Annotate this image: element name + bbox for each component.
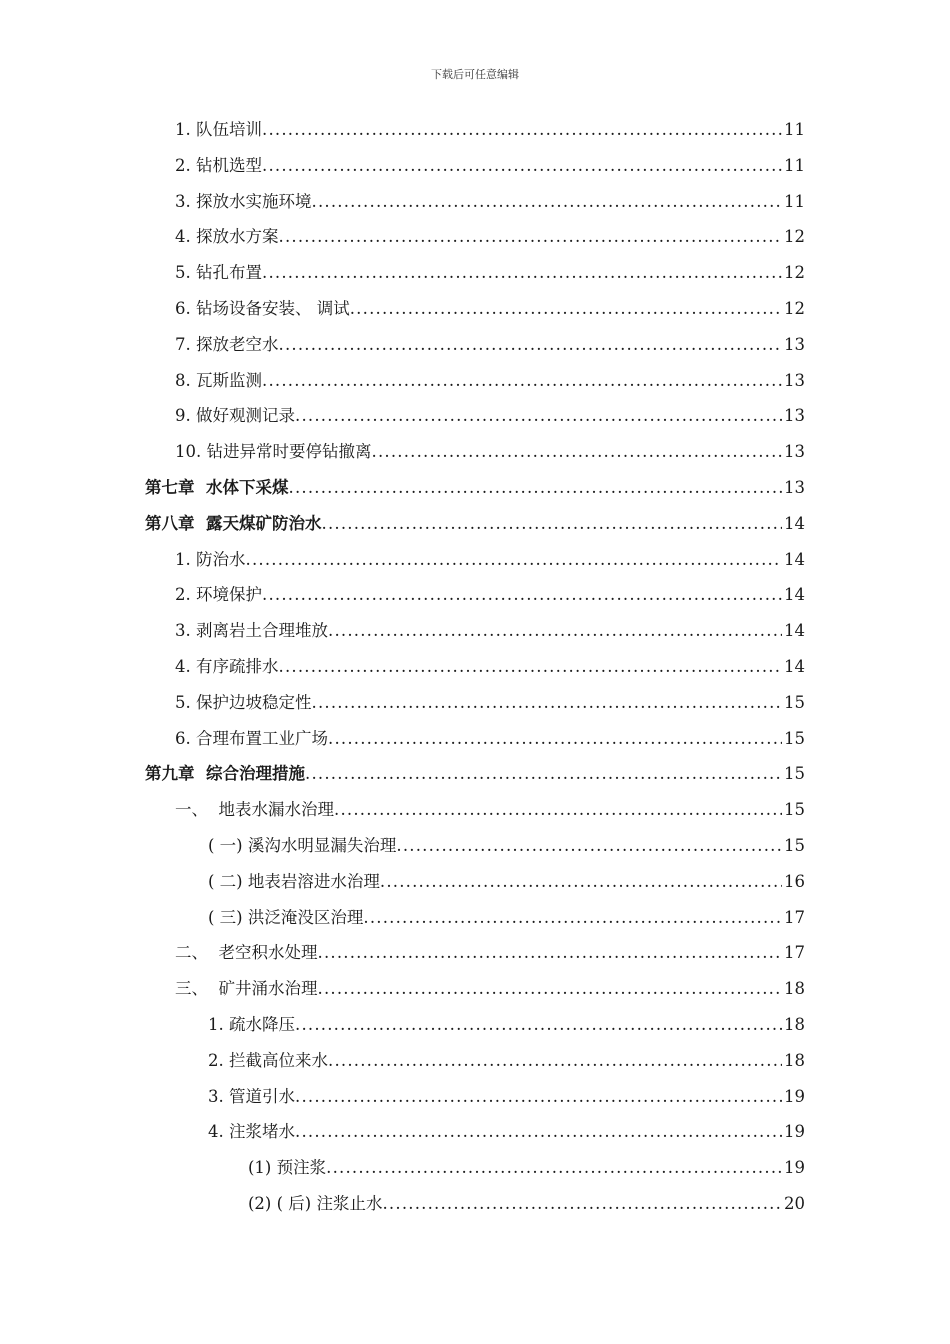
toc-entry[interactable] (0, 184, 950, 220)
toc-chapter-entry[interactable] (0, 470, 950, 506)
toc-entry-label: 6. 合理布置工业广场 (175, 728, 328, 748)
toc-leader-dots (318, 971, 783, 1007)
toc-entry-label: (2) ( 后) 注浆止水 (248, 1193, 383, 1213)
toc-leader-dots (262, 255, 782, 291)
toc-page-number: 17 (784, 943, 805, 963)
toc-entry-label: 4. 有序疏排水 (175, 656, 279, 676)
toc-entry-label: (1) 预注浆 (248, 1158, 327, 1178)
toc-page-number: 18 (784, 1014, 805, 1034)
toc-page-number: 12 (784, 298, 805, 318)
toc-chapter-label: 第九章 综合治理措施 (145, 764, 305, 784)
toc-leader-dots (350, 291, 782, 327)
toc-entry[interactable] (0, 398, 950, 434)
toc-entry-label: 10. 钻进异常时要停钻撤离 (175, 442, 372, 462)
toc-leader-dots (295, 1007, 782, 1043)
toc-subentry[interactable] (0, 1114, 950, 1150)
toc-entry[interactable] (0, 613, 950, 649)
toc-entry-label: 2. 拦截高位来水 (208, 1050, 328, 1070)
toc-page-number: 19 (784, 1086, 805, 1106)
toc-page-number: 13 (784, 370, 805, 390)
toc-leader-dots (326, 1150, 782, 1186)
toc-leader-dots (305, 756, 782, 792)
toc-leader-dots (246, 542, 783, 578)
toc-page-number: 16 (784, 871, 805, 891)
toc-chapter-entry[interactable] (0, 756, 950, 792)
toc-leader-dots (334, 792, 782, 828)
toc-page-number: 12 (784, 263, 805, 283)
toc-subsubentry[interactable] (0, 1150, 950, 1186)
page-header: 下载后可任意编辑 (431, 68, 519, 81)
toc-entry[interactable] (0, 649, 950, 685)
toc-entry[interactable] (0, 542, 950, 578)
toc-page-number: 15 (784, 764, 805, 784)
toc-entry[interactable] (0, 434, 950, 470)
toc-entry[interactable] (0, 685, 950, 721)
toc-leader-dots (380, 864, 782, 900)
toc-page-number: 18 (784, 979, 805, 999)
toc-page-number: 14 (784, 621, 805, 641)
toc-entry[interactable] (0, 255, 950, 291)
toc-entry-label: 2. 钻机选型 (175, 155, 262, 175)
toc-entry-label: 5. 钻孔布置 (175, 263, 262, 283)
toc-entry[interactable] (0, 971, 950, 1007)
toc-entry-label: 3. 探放水实施环境 (175, 191, 312, 211)
toc-subentry[interactable] (0, 1079, 950, 1115)
toc-page-number: 15 (784, 728, 805, 748)
toc-entry-label: 2. 环境保护 (175, 585, 262, 605)
toc-leader-dots (328, 1043, 782, 1079)
toc-entry-label: 二、 老空积水处理 (175, 943, 318, 963)
toc-entry-label: 4. 注浆堵水 (208, 1122, 295, 1142)
toc-entry-label: ( 一) 溪沟水明显漏失治理 (208, 835, 397, 855)
toc-page-number: 19 (784, 1122, 805, 1142)
toc-page-number: 11 (784, 155, 805, 175)
toc-entry-label: 7. 探放老空水 (175, 334, 279, 354)
toc-page-number: 13 (784, 442, 805, 462)
toc-leader-dots (279, 219, 783, 255)
toc-leader-dots (279, 649, 783, 685)
toc-leader-dots (312, 184, 783, 220)
toc-entry-label: 9. 做好观测记录 (175, 406, 295, 426)
toc-leader-dots (279, 327, 783, 363)
toc-page-number: 17 (784, 907, 805, 927)
toc-leader-dots (289, 470, 783, 506)
toc-entry[interactable] (0, 219, 950, 255)
toc-leader-dots (318, 935, 783, 971)
toc-leader-dots (295, 398, 782, 434)
toc-entry[interactable] (0, 577, 950, 613)
toc-entry[interactable] (0, 291, 950, 327)
toc-page-number: 14 (784, 585, 805, 605)
toc-leader-dots (396, 828, 782, 864)
toc-page-number: 20 (784, 1193, 805, 1213)
toc-page-number: 15 (784, 835, 805, 855)
toc-entry-label: ( 二) 地表岩溶进水治理 (208, 871, 380, 891)
toc-entry[interactable] (0, 935, 950, 971)
toc-leader-dots (295, 1079, 782, 1115)
toc-entry-label: 一、 地表水漏水治理 (175, 800, 334, 820)
table-of-contents (0, 112, 950, 1222)
toc-subentry[interactable] (0, 828, 950, 864)
toc-page-number: 12 (784, 227, 805, 247)
toc-leader-dots (382, 1186, 782, 1222)
toc-page-number: 11 (784, 120, 805, 139)
toc-leader-dots (262, 112, 782, 148)
toc-entry-label: 三、 矿井涌水治理 (175, 979, 318, 999)
toc-leader-dots (262, 363, 782, 399)
toc-leader-dots (295, 1114, 782, 1150)
toc-entry-label: 8. 瓦斯监测 (175, 370, 262, 390)
toc-subsubentry[interactable] (0, 1186, 950, 1222)
toc-entry[interactable] (0, 327, 950, 363)
toc-subentry[interactable] (0, 900, 950, 936)
toc-entry-label: 4. 探放水方案 (175, 227, 279, 247)
toc-leader-dots (363, 900, 782, 936)
toc-entry-label: 5. 保护边坡稳定性 (175, 692, 312, 712)
toc-entry[interactable] (0, 792, 950, 828)
toc-page-number: 14 (784, 656, 805, 676)
toc-page-number: 14 (784, 549, 805, 569)
toc-page-number: 13 (784, 477, 805, 497)
toc-entry-label: 3. 管道引水 (208, 1086, 295, 1106)
toc-leader-dots (328, 613, 782, 649)
toc-page-number: 18 (784, 1050, 805, 1070)
toc-entry-label: 1. 防治水 (175, 549, 246, 569)
toc-entry-label: 1. 疏水降压 (208, 1014, 295, 1034)
toc-entry-label: 6. 钻场设备安装、 调试 (175, 298, 350, 318)
toc-page-number: 14 (784, 513, 805, 533)
toc-entry-label: 3. 剥离岩土合理堆放 (175, 621, 328, 641)
toc-page-number: 15 (784, 692, 805, 712)
toc-leader-dots (372, 434, 783, 470)
toc-leader-dots (312, 685, 783, 721)
toc-leader-dots (322, 506, 783, 542)
toc-chapter-label: 第八章 露天煤矿防治水 (145, 513, 322, 533)
toc-page-number: 19 (784, 1158, 805, 1178)
toc-entry-label: 1. 队伍培训 (175, 120, 262, 139)
toc-page-number: 13 (784, 406, 805, 426)
toc-subentry[interactable] (0, 1007, 950, 1043)
toc-entry[interactable] (0, 721, 950, 757)
toc-page-number: 11 (784, 191, 805, 211)
toc-entry[interactable] (0, 112, 950, 148)
toc-entry[interactable] (0, 363, 950, 399)
toc-entry[interactable] (0, 148, 950, 184)
toc-subentry[interactable] (0, 1043, 950, 1079)
toc-entry-label: ( 三) 洪泛淹没区治理 (208, 907, 364, 927)
toc-page-number: 13 (784, 334, 805, 354)
toc-chapter-label: 第七章 水体下采煤 (145, 477, 289, 497)
toc-chapter-entry[interactable] (0, 506, 950, 542)
toc-leader-dots (328, 721, 782, 757)
toc-leader-dots (262, 148, 782, 184)
toc-leader-dots (262, 577, 782, 613)
toc-page-number: 15 (784, 800, 805, 820)
toc-subentry[interactable] (0, 864, 950, 900)
